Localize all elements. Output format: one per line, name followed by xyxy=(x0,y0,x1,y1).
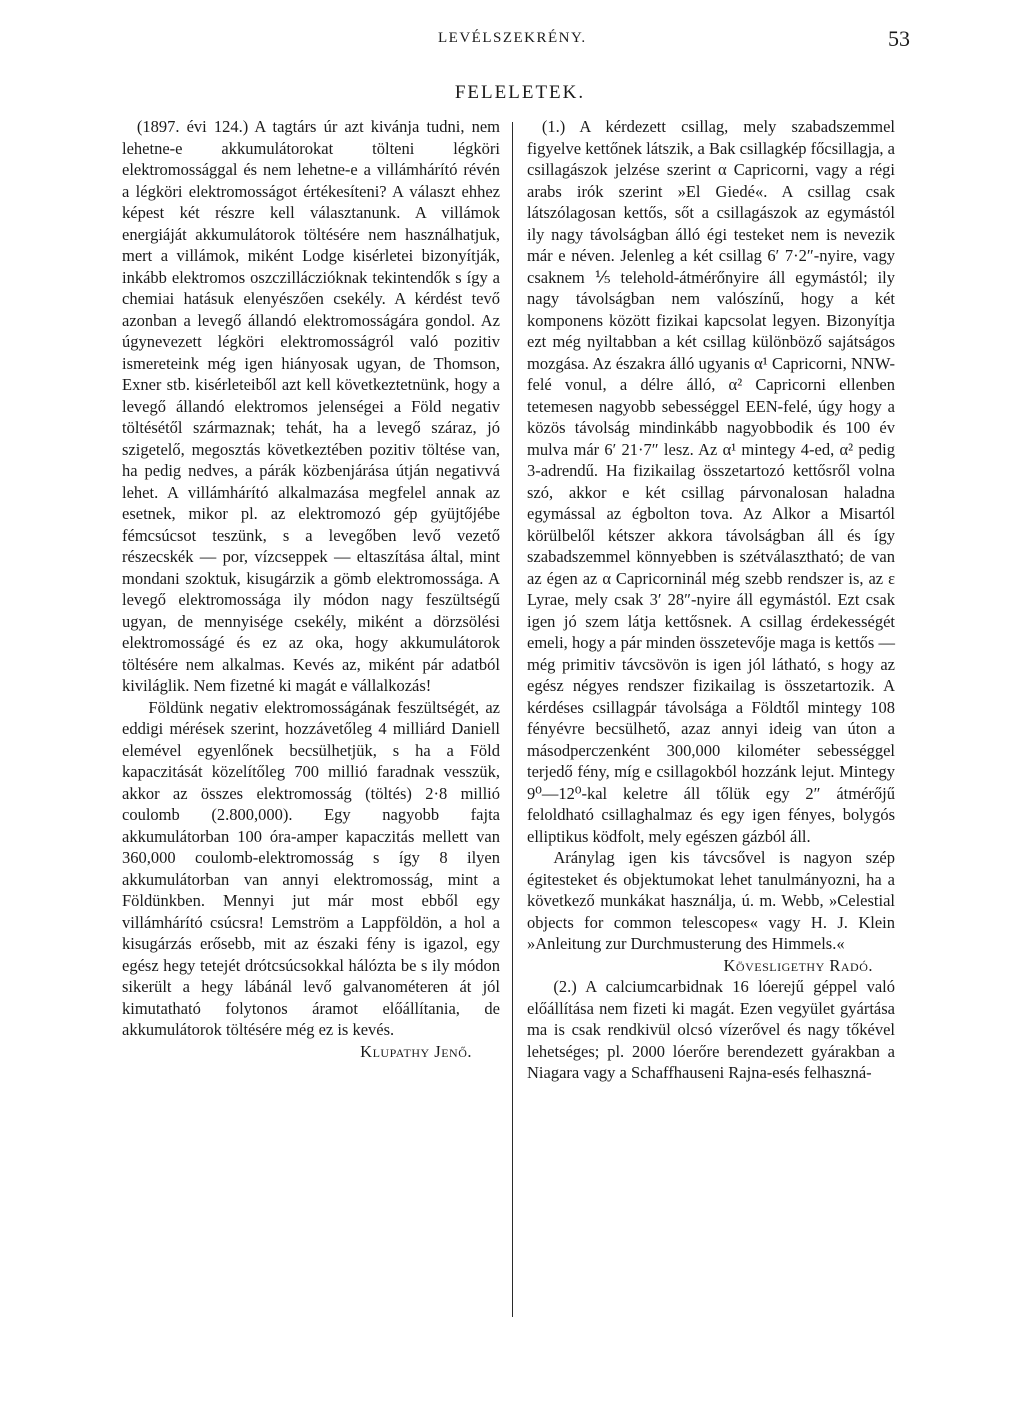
section-title: FELELETEK. xyxy=(454,82,586,103)
right-column xyxy=(527,116,895,1084)
left-column xyxy=(122,116,500,1062)
answer-1-paragraph-2: Aránylag igen kis távcsővel is nagyon szép égitesteket és objektumokat lehet tanulmányozni, ha a következő munkákat használja, ú. m. Webb, »Celestial objects for common telescopes« vagy H. J. Klein »Anleitung zur Durchmusterung des Himmels.« xyxy=(527,848,895,953)
answer-1897-124-paragraph-1: (1897. évi 124.) A tagtárs úr azt kivánja tudni, nem lehetne-e akkumulátorokat tölteni légköri elektromossággal és nem lehetne-e a villámhárító révén a légköri elektromosságot értékesíteni? A választ ehhez képest két részre kell választanunk. A villámok energiáját akkumulátorok töltésére nem használhatjuk, mert a villámok, miként Lodge kisérletei bizonyítják, inkább elektromos oszczilláczióknak tekintendők s így a chemiai hatásuk elenyészően csekély. A kérdést tevő azonban a levegő állandó elektromosságára gondol. Az úgynevezett légköri elektromosságról való pozitiv ismereteink még igen hiányosak ugyan, de Thomson, Exner stb. kisérleteiből azt kell következtetnünk, hogy a levegő állandó elektromos jelenségei a Föld negativ töltésétől származnak; tehát, ha a levegő száraz, jó szigetelő, megosztás következtében pozitiv töltése van, ha pedig nedves, a párák közbenjárása útján negativvá lehet. A villámhárító alkalmazása megfelel annak az esetnek, mikor pl. az elektromozó gép gyüjtőjébe fémcsúcsot teszünk, s a levegőben levő vezető részecskék — por, vízcseppek — eltaszítása által, mint mondani szoktuk, kisugárzik a gömb elektromossága. A levegő elektromossága ily módon nagy feszültségű ugyan, de mennyisége csekély, miként a dörzsölési elektromosságé és ez az oka, hogy akkumulátorok töltésére nem alkalmas. Kevés az, miként pár adatból kiviláglik. Nem fizetné ki magát e vállalkozás! xyxy=(122,117,500,695)
page-number: 53 xyxy=(888,26,910,51)
running-head: LEVÉLSZEKRÉNY. xyxy=(438,30,587,46)
signature-kovesligethy: Kövesligethy Radó. xyxy=(723,955,873,975)
column-divider xyxy=(512,122,513,1317)
answer-1897-124-paragraph-2: Földünk negativ elektromosságának feszültségét, az eddigi mérések szerint, hozzávetőleg 4 milliárd Daniell elemével egyenlőnek becsülhetjük, s ha a Föld kapaczitását közelítőleg 700 millió faradnak vesszük, akkor az összes elektromosság (töltés) 2·8 millió coulomb (2.800,000). Egy nagyobb fajta akkumulátorban 100 óra-amper kapaczitás mellett van 360,000 coulomb-elektromosság s így 8 ilyen akkumulátorban van annyi elektromosság, mint a Földünkben. Mennyi jut már most ebből egy villámhárító csúcsra! Lemström a Lappföldön, a hol a kisugárzás erősebb, mit az északi fény is igazol, egy egész hegy tetejét drótcsúcsokkal hálózta be s ily módon sikerült a hegy lábánál levő galvanométeren át jól kimutatható folytonos áramot előállítania, de akkumulátorok töltésére még ez is kevés. xyxy=(122,697,500,1039)
signature-klupathy: Klupathy Jenő. xyxy=(360,1041,472,1061)
answer-2-paragraph: (2.) A calciumcarbidnak 16 lóerejű géppel való előállítása nem fizeti ki magát. Ezen vegyület gyártása ma is csak rendkivül olcsó vízerővel és nagy tőkével lehetséges; pl. 2000 lóerőre berendezett gyárakban a Niagara vagy a Schaffhauseni Rajna-esés felhaszná- xyxy=(527,977,895,1082)
answer-1-paragraph-1: (1.) A kérdezett csillag, mely szabadszemmel figyelve kettőnek látszik, a Bak csillagkép főcsillagja, a csillagászok jelzése szerint α Capricorni, vagy a régi arabs irók szerint »El Giedé«. A csillag csak látszólagosan kettős, sőt a csillagászok az egymástól ily nagy távolságban álló égi testeket nem is nevezik már e néven. Jelenleg a két csillag 6′ 7·2″-nyire, vagy csaknem ⅕ telehold-átmérőnyire áll egymástól; ily nagy távolságban nem valószínű, hogy a két komponens között fizikai kapcsolat legyen. Bizonyítja ezt még nyiltabban a két csillag különböző sajátságos mozgása. Az északra álló ugyanis α¹ Capricorni, NNW-felé vonul, a délre álló, α² Capricorni ellenben tetemesen nagyobb sebességgel EEN-felé, úgy hogy a közös távolság mindinkább nagyobbodik és 100 év mulva már 6′ 21·7″ lesz. Az α¹ mintegy 4-ed, α² pedig 3-adrendű. Ha fizikailag összetartozó kettősről volna szó, akkor e két csillag párvonalosan haladna egymással az égbolton tova. Az Alkor a Misartól körülbelől kétszer akkora távolságban áll és így szabadszemmel könnyebben is szétválasztható; de van az égen az α Capricorninál még szebb rendszer is, az ε Lyrae, mely csak 3′ 28″-nyire áll egymástól. Ezt csak igen jó szem látja kettősnek. A csillag érdekességét emeli, hogy a pár minden összetevője maga is kettős — még primitiv távcsövön is igen jól látható, s hogy az egész négyes rendszer fizikailag is összetartozik. A kérdéses csillagpár távolsága a Földtől mintegy 108 fényévre becsülhető, azaz annyi ideig van úton a másodperczenként 300,000 kilométer sebességgel terjedő fény, míg e csillagokból hozzánk lejut. Mintegy 9⁰—12⁰-kal keletre áll tőlük egy 2″ átmérőjű feloldható csillaghalmaz és egy igen fényes, bolygós elliptikus ködfolt, mely egészen gázból áll. xyxy=(527,117,895,846)
